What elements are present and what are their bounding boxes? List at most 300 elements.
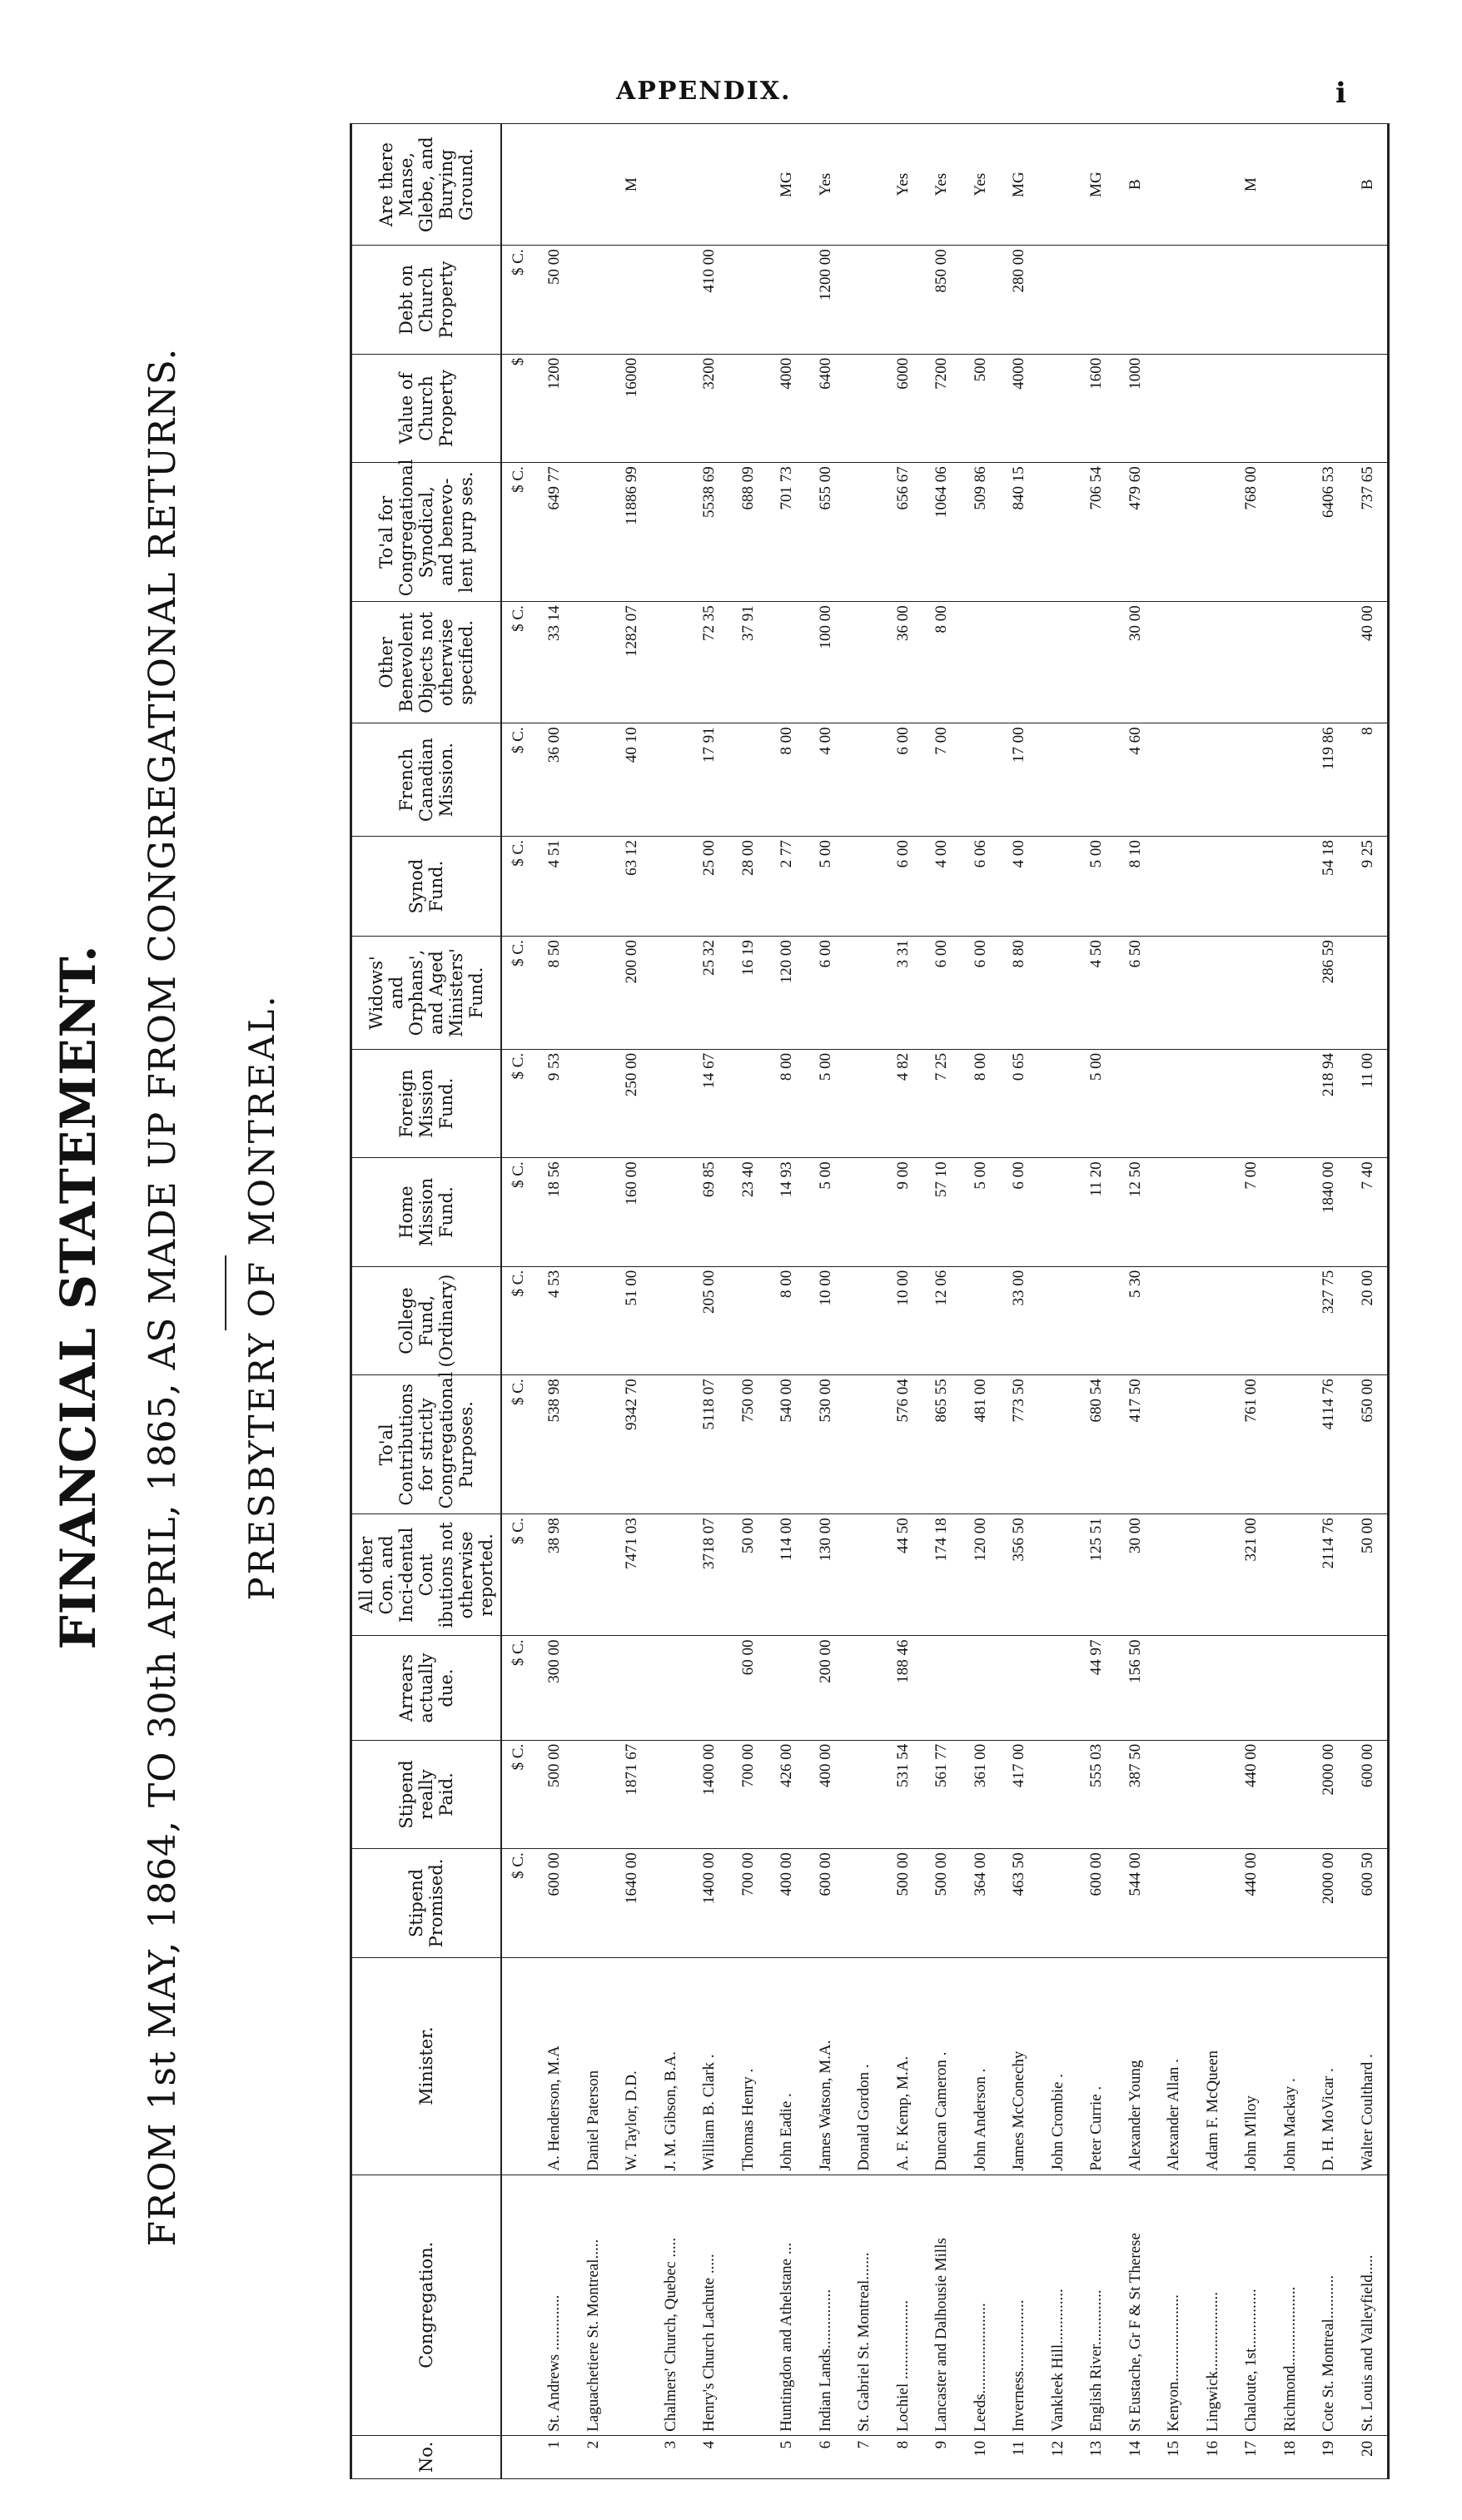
table-row: [1116, 124, 1156, 2479]
cell-sp: 600 00: [1077, 1849, 1116, 1957]
cell-ob: [1039, 602, 1078, 723]
cell-wf: 3 31: [884, 937, 923, 1050]
cell-min: D. H. MoVicar .: [1310, 1957, 1349, 2175]
cell-min: James McConechy: [1000, 1957, 1039, 2175]
cell-sp: 400 00: [768, 1849, 807, 1957]
cell-ar: [1000, 1636, 1039, 1740]
cell-ob: [768, 602, 807, 723]
cell-sp: 440 00: [1232, 1849, 1271, 1957]
cell-ar: 44 97: [1077, 1636, 1116, 1740]
cell-oc: 174 18: [922, 1514, 962, 1636]
cell-pd: 417 00: [1000, 1740, 1039, 1848]
cell-ob: [1077, 602, 1116, 723]
cell-tc: 481 00: [962, 1375, 1001, 1514]
cell-pd: 500 00: [535, 1740, 574, 1848]
cell-dp: 1200 00: [807, 246, 846, 354]
cell-ts: 6406 53: [1310, 463, 1349, 602]
cell-ts: [1039, 463, 1078, 602]
cell-tc: [1271, 1375, 1310, 1514]
cell-min: John M'lloy: [1232, 1957, 1271, 2175]
cell-pd: 531 54: [884, 1740, 923, 1848]
cell-sp: 1400 00: [690, 1849, 729, 1957]
cell-no: 10: [962, 2435, 1001, 2478]
cell-no: 7: [845, 2435, 884, 2478]
cell-ts: 649 77: [535, 463, 574, 602]
cell-no: 20: [1349, 2435, 1389, 2478]
cell-wf: [574, 937, 614, 1050]
col-header-total-synodical: To'al for Congregational Synodical, and benevo-lent purp ses.: [351, 463, 502, 602]
units-cell: [501, 1957, 535, 2175]
cell-fm: 4 82: [884, 1049, 923, 1157]
cell-sf: [1155, 837, 1194, 937]
cell-ar: [574, 1636, 614, 1740]
cell-mn: M: [613, 124, 652, 246]
units-cell: $ C.: [501, 937, 535, 1050]
cell-sp: 600 00: [535, 1849, 574, 1957]
cell-tc: [652, 1375, 691, 1514]
cell-ts: 688 09: [729, 463, 768, 602]
cell-mn: MG: [768, 124, 807, 246]
cell-vp: [1271, 354, 1310, 462]
col-header-congregation: Congregation.: [351, 2175, 502, 2435]
cell-min: A. F. Kemp, M.A.: [884, 1957, 923, 2175]
cell-pd: 555 03: [1077, 1740, 1116, 1848]
cell-hm: 12 50: [1116, 1158, 1156, 1266]
cell-sf: [845, 837, 884, 937]
cell-oc: 7471 03: [613, 1514, 652, 1636]
cell-oc: [845, 1514, 884, 1636]
cell-pd: 426 00: [768, 1740, 807, 1848]
cell-mn: [1155, 124, 1194, 246]
cell-ar: 60 00: [729, 1636, 768, 1740]
table-row: [1039, 124, 1078, 2479]
cell-fr: [845, 723, 884, 837]
cell-dp: [1155, 246, 1194, 354]
cell-cf: [1039, 1266, 1078, 1374]
cell-cf: 10 00: [884, 1266, 923, 1374]
cell-min: John Crombie .: [1039, 1957, 1078, 2175]
table-row: [574, 124, 614, 2479]
units-cell: $ C.: [501, 1849, 535, 1957]
cell-oc: 356 50: [1000, 1514, 1039, 1636]
cell-min: Peter Currie .: [1077, 1957, 1116, 2175]
cell-ob: [1271, 602, 1310, 723]
cell-pd: [1194, 1740, 1233, 1848]
cell-hm: 160 00: [613, 1158, 652, 1266]
cell-dp: [1116, 246, 1156, 354]
cell-hm: 57 10: [922, 1158, 962, 1266]
col-header-other-contributions: All other Con. and Inci-dental Cont ibutions not otherwise reported.: [351, 1514, 502, 1636]
cell-oc: [1155, 1514, 1194, 1636]
cell-dp: 50 00: [535, 246, 574, 354]
cell-sf: [574, 837, 614, 937]
col-header-manse: Are there Manse, Glebe, and Burying Ground.: [351, 124, 502, 246]
cell-ts: 509 86: [962, 463, 1001, 602]
cell-min: Daniel Paterson: [574, 1957, 614, 2175]
document-subtitle: FROM 1st MAY, 1864, TO 30th APRIL, 1865, AS MADE UP FROM CONGREGATIONAL RETURNS.: [142, 347, 184, 2247]
cell-ar: [1271, 1636, 1310, 1740]
cell-fm: 11 00: [1349, 1049, 1389, 1157]
cell-tc: 9342 70: [613, 1375, 652, 1514]
cell-hm: 5 00: [807, 1158, 846, 1266]
cell-ar: [1310, 1636, 1349, 1740]
cell-fm: [1155, 1049, 1194, 1157]
cell-tc: [574, 1375, 614, 1514]
cell-vp: 1200: [535, 354, 574, 462]
cell-fm: [1039, 1049, 1078, 1157]
table-row: [807, 124, 846, 2479]
cell-sp: 1640 00: [613, 1849, 652, 1957]
cell-min: John Anderson .: [962, 1957, 1001, 2175]
cell-fr: 17 91: [690, 723, 729, 837]
table-row: [613, 124, 652, 2479]
cell-tc: [845, 1375, 884, 1514]
cell-tc: 4114 76: [1310, 1375, 1349, 1514]
units-cell: $ C.: [501, 1636, 535, 1740]
cell-wf: 6 00: [962, 937, 1001, 1050]
cell-cf: 5 30: [1116, 1266, 1156, 1374]
cell-mn: [574, 124, 614, 246]
cell-sf: [1194, 837, 1233, 937]
cell-min: James Watson, M.A.: [807, 1957, 846, 2175]
cell-dp: [652, 246, 691, 354]
cell-pd: 440 00: [1232, 1740, 1271, 1848]
cell-hm: 69 85: [690, 1158, 729, 1266]
cell-oc: 50 00: [729, 1514, 768, 1636]
cell-hm: [1271, 1158, 1310, 1266]
cell-wf: [1039, 937, 1078, 1050]
cell-ts: 479 60: [1116, 463, 1156, 602]
cell-ts: [845, 463, 884, 602]
units-cell: $ C.: [501, 246, 535, 354]
col-header-synod-fund: Synod Fund.: [351, 837, 502, 937]
cell-ob: [1155, 602, 1194, 723]
cell-pd: [1271, 1740, 1310, 1848]
cell-min: William B. Clark .: [690, 1957, 729, 2175]
cell-dp: [1039, 246, 1078, 354]
cell-cf: [845, 1266, 884, 1374]
cell-no: 12: [1039, 2435, 1078, 2478]
cell-ts: [574, 463, 614, 602]
cell-ob: 8 00: [922, 602, 962, 723]
cell-mn: [1194, 124, 1233, 246]
cell-oc: 50 00: [1349, 1514, 1389, 1636]
cell-ts: 656 67: [884, 463, 923, 602]
cell-cong: Vankleek Hill..............: [1039, 2175, 1078, 2435]
cell-mn: Yes: [922, 124, 962, 246]
cell-cong: Chaloute, 1st...............: [1232, 2175, 1271, 2435]
cell-sf: [1271, 837, 1310, 937]
units-cell: $: [501, 354, 535, 462]
cell-sp: 600 50: [1349, 1849, 1389, 1957]
cell-fm: [1116, 1049, 1156, 1157]
cell-vp: [652, 354, 691, 462]
col-header-no: No.: [351, 2435, 502, 2478]
cell-no: 2: [574, 2435, 614, 2478]
cell-cong: Richmond....................: [1271, 2175, 1310, 2435]
cell-ob: [652, 602, 691, 723]
cell-hm: 5 00: [962, 1158, 1001, 1266]
cell-wf: 6 50: [1116, 937, 1156, 1050]
table-row: [652, 124, 691, 2479]
units-cell: $ C.: [501, 1158, 535, 1266]
col-header-stipend-promised: Stipend Promised.: [351, 1849, 502, 1957]
cell-fr: 6 00: [884, 723, 923, 837]
cell-vp: 16000: [613, 354, 652, 462]
cell-sf: [1232, 837, 1271, 937]
cell-fm: 7 25: [922, 1049, 962, 1157]
cell-fr: 119 86: [1310, 723, 1349, 837]
col-header-french-mission: French Canadian Mission.: [351, 723, 502, 837]
cell-pd: 600 00: [1349, 1740, 1389, 1848]
cell-fr: 4 00: [807, 723, 846, 837]
cell-min: Donald Gordon .: [845, 1957, 884, 2175]
cell-vp: 7200: [922, 354, 962, 462]
cell-sf: 54 18: [1310, 837, 1349, 937]
cell-oc: [652, 1514, 691, 1636]
col-header-debt-property: Debt on Church Property: [351, 246, 502, 354]
cell-tc: [1194, 1375, 1233, 1514]
cell-cong: Laguachetiere St. Montreal.....: [574, 2175, 614, 2435]
units-cell: $ C.: [501, 1049, 535, 1157]
col-header-total-congregational: To'al Contributions for strictly Congregational Purposes.: [351, 1375, 502, 1514]
cell-sf: 2 77: [768, 837, 807, 937]
cell-wf: 25 32: [690, 937, 729, 1050]
col-header-home-mission: Home Mission Fund.: [351, 1158, 502, 1266]
cell-cong: Indian Lands...............: [807, 2175, 846, 2435]
cell-dp: [1310, 246, 1349, 354]
cell-pd: 1871 67: [613, 1740, 652, 1848]
cell-mn: [845, 124, 884, 246]
cell-dp: [1271, 246, 1310, 354]
cell-tc: 773 50: [1000, 1375, 1039, 1514]
cell-ar: [1194, 1636, 1233, 1740]
cell-no: 1: [535, 2435, 574, 2478]
document-title: FINANCIAL STATEMENT.: [50, 944, 107, 1650]
cell-vp: [1194, 354, 1233, 462]
cell-sf: 25 00: [690, 837, 729, 937]
cell-sp: 463 50: [1000, 1849, 1039, 1957]
cell-oc: [1039, 1514, 1078, 1636]
cell-fm: [574, 1049, 614, 1157]
cell-cong: Cote St. Montreal...........: [1310, 2175, 1349, 2435]
rotated-content: [17, 98, 1374, 2496]
cell-dp: [1349, 246, 1389, 354]
col-header-other-benevolent: Other Benevolent Objects not otherwise specified.: [351, 602, 502, 723]
cell-hm: [574, 1158, 614, 1266]
cell-tc: 417 50: [1116, 1375, 1156, 1514]
cell-pd: 561 77: [922, 1740, 962, 1848]
cell-ts: 655 00: [807, 463, 846, 602]
table-row: [922, 124, 962, 2479]
cell-no: 18: [1271, 2435, 1310, 2478]
cell-cf: 51 00: [613, 1266, 652, 1374]
cell-min: Walter Coulthard .: [1349, 1957, 1389, 2175]
cell-oc: 2114 76: [1310, 1514, 1349, 1636]
cell-ob: 1282 07: [613, 602, 652, 723]
cell-fr: [1232, 723, 1271, 837]
table-row: [535, 124, 574, 2479]
cell-fr: [652, 723, 691, 837]
cell-cong: St. Gabriel St. Montreal.......: [845, 2175, 884, 2435]
cell-ar: [845, 1636, 884, 1740]
cell-wf: 6 00: [922, 937, 962, 1050]
cell-ob: 100 00: [807, 602, 846, 723]
units-cell: [501, 2175, 535, 2435]
cell-tc: 576 04: [884, 1375, 923, 1514]
cell-mn: B: [1116, 124, 1156, 246]
cell-tc: [1155, 1375, 1194, 1514]
cell-pd: [652, 1740, 691, 1848]
cell-fr: 8: [1349, 723, 1389, 837]
cell-ts: 768 00: [1232, 463, 1271, 602]
cell-ob: [1194, 602, 1233, 723]
cell-oc: 125 51: [1077, 1514, 1116, 1636]
cell-tc: 650 00: [1349, 1375, 1389, 1514]
units-cell: $ C.: [501, 1740, 535, 1848]
cell-cong: Henry's Church Lachute .....: [690, 2175, 729, 2435]
cell-ar: [613, 1636, 652, 1740]
cell-sp: 2000 00: [1310, 1849, 1349, 1957]
cell-no: 17: [1232, 2435, 1271, 2478]
cell-mn: MG: [1000, 124, 1039, 246]
cell-wf: [1271, 937, 1310, 1050]
cell-cf: 33 00: [1000, 1266, 1039, 1374]
financial-table-wrap: [350, 123, 1376, 2479]
cell-dp: [1194, 246, 1233, 354]
cell-pd: 2000 00: [1310, 1740, 1349, 1848]
table-row: [1194, 124, 1233, 2479]
cell-wf: 120 00: [768, 937, 807, 1050]
cell-ob: [574, 602, 614, 723]
cell-no: 5: [768, 2435, 807, 2478]
cell-cf: 20 00: [1349, 1266, 1389, 1374]
cell-cf: [574, 1266, 614, 1374]
cell-hm: 7 40: [1349, 1158, 1389, 1266]
cell-fm: 218 94: [1310, 1049, 1349, 1157]
cell-cf: [729, 1266, 768, 1374]
cell-cong: St. Andrews ..............: [535, 2175, 574, 2435]
cell-min: W. Taylor, D.D.: [613, 1957, 652, 2175]
cell-sp: 500 00: [884, 1849, 923, 1957]
cell-cf: [962, 1266, 1001, 1374]
cell-pd: [574, 1740, 614, 1848]
cell-min: Alexander Allan .: [1155, 1957, 1194, 2175]
cell-dp: 410 00: [690, 246, 729, 354]
cell-pd: 400 00: [807, 1740, 846, 1848]
cell-fr: 7 00: [922, 723, 962, 837]
cell-dp: [574, 246, 614, 354]
cell-cf: [1271, 1266, 1310, 1374]
cell-no: [613, 2435, 652, 2478]
cell-wf: [1194, 937, 1233, 1050]
cell-oc: 130 00: [807, 1514, 846, 1636]
cell-vp: 6400: [807, 354, 846, 462]
cell-vp: [729, 354, 768, 462]
cell-sf: [652, 837, 691, 937]
cell-sp: [1039, 1849, 1078, 1957]
cell-wf: 200 00: [613, 937, 652, 1050]
cell-no: 19: [1310, 2435, 1349, 2478]
cell-mn: [729, 124, 768, 246]
cell-fr: [1271, 723, 1310, 837]
cell-fm: 5 00: [1077, 1049, 1116, 1157]
cell-fr: 40 10: [613, 723, 652, 837]
cell-cong: [613, 2175, 652, 2435]
cell-vp: 4000: [768, 354, 807, 462]
units-cell: $ C.: [501, 837, 535, 937]
cell-ts: [1194, 463, 1233, 602]
cell-wf: 6 00: [807, 937, 846, 1050]
units-cell: $ C.: [501, 1266, 535, 1374]
units-cell: $ C.: [501, 1514, 535, 1636]
table-row: [1310, 124, 1349, 2479]
cell-ar: [1349, 1636, 1389, 1740]
cell-fr: [1077, 723, 1116, 837]
table-row: [845, 124, 884, 2479]
cell-mn: [652, 124, 691, 246]
cell-ts: 11886 99: [613, 463, 652, 602]
cell-ar: [768, 1636, 807, 1740]
cell-sp: [1194, 1849, 1233, 1957]
cell-cong: Lancaster and Dalhousie Mills: [922, 2175, 962, 2435]
cell-fm: [845, 1049, 884, 1157]
cell-cf: [1194, 1266, 1233, 1374]
cell-tc: 5118 07: [690, 1375, 729, 1514]
cell-cf: 12 06: [922, 1266, 962, 1374]
cell-hm: 9 00: [884, 1158, 923, 1266]
table-row: [729, 124, 768, 2479]
cell-pd: 700 00: [729, 1740, 768, 1848]
cell-dp: [1232, 246, 1271, 354]
cell-ts: 701 73: [768, 463, 807, 602]
cell-sp: [845, 1849, 884, 1957]
cell-oc: 120 00: [962, 1514, 1001, 1636]
cell-sf: 9 25: [1349, 837, 1389, 937]
cell-cong: St. Louis and Valleyfield.....: [1349, 2175, 1389, 2435]
cell-sf: 5 00: [807, 837, 846, 937]
cell-ar: [1232, 1636, 1271, 1740]
cell-mn: [1310, 124, 1349, 246]
cell-mn: MG: [1077, 124, 1116, 246]
cell-sf: 8 10: [1116, 837, 1156, 937]
cell-min: Alexander Young: [1116, 1957, 1156, 2175]
units-cell: $ C.: [501, 463, 535, 602]
cell-tc: 761 00: [1232, 1375, 1271, 1514]
cell-vp: 1600: [1077, 354, 1116, 462]
cell-min: Adam F. McQueen: [1194, 1957, 1233, 2175]
cell-hm: 1840 00: [1310, 1158, 1349, 1266]
cell-sp: 364 00: [962, 1849, 1001, 1957]
cell-vp: [1310, 354, 1349, 462]
cell-fm: 9 53: [535, 1049, 574, 1157]
cell-fr: [962, 723, 1001, 837]
cell-dp: [768, 246, 807, 354]
cell-min: John Eadie .: [768, 1957, 807, 2175]
cell-ts: [1155, 463, 1194, 602]
cell-cong: Huntingdon and Athelstane ...: [768, 2175, 807, 2435]
cell-ar: [962, 1636, 1001, 1740]
cell-vp: [845, 354, 884, 462]
cell-wf: 8 80: [1000, 937, 1039, 1050]
cell-ob: 37 91: [729, 602, 768, 723]
cell-fr: [574, 723, 614, 837]
cell-wf: 16 19: [729, 937, 768, 1050]
cell-sf: 5 00: [1077, 837, 1116, 937]
cell-cong: Inverness..................: [1000, 2175, 1039, 2435]
cell-sp: [1155, 1849, 1194, 1957]
cell-fr: 4 60: [1116, 723, 1156, 837]
